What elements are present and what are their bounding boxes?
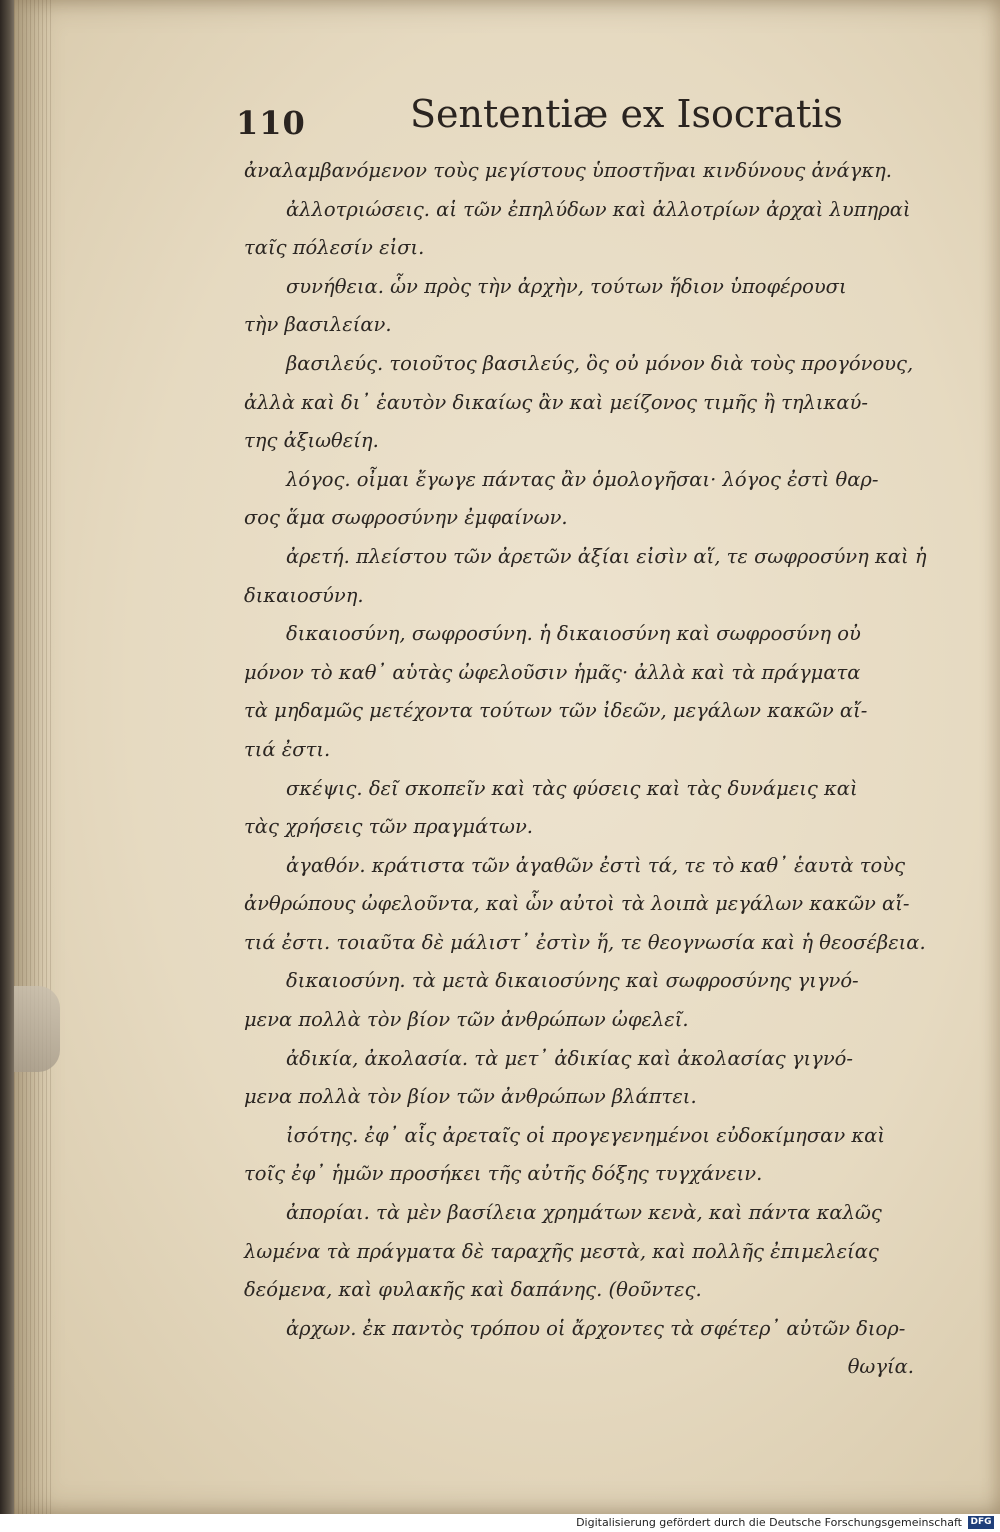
text-line: δικαιοσύνη. [244, 583, 364, 607]
text-line: τὰς χρήσεις τῶν πραγμάτων. [244, 815, 534, 839]
text-line: δεόμενα, καὶ φυλακῆς καὶ δαπάνης. (θοῦντες. [244, 1278, 702, 1302]
text-line: της ἀξιωθείη. [244, 429, 379, 453]
running-title: Sententiæ ex Isocratis [410, 92, 843, 136]
page-clip [14, 986, 60, 1072]
text-line: μόνον τὸ καθ᾽ αὑτὰς ὠφελοῦσιν ἡμᾶς· ἀλλὰ καὶ τὰ πράγματα [244, 660, 861, 684]
text-line: δικαιοσύνη, σωφροσύνη. ἡ δικαιοσύνη καὶ σωφροσύνη οὐ [286, 622, 861, 646]
text-line: ἀπορίαι. τὰ μὲν βασίλεια χρημάτων κενὰ, καὶ πάντα καλῶς [286, 1201, 882, 1225]
text-line: ἀνθρώπους ὠφελοῦντα, καὶ ὧν αὐτοὶ τὰ λοιπὰ μεγάλων κακῶν αἴ- [244, 892, 910, 916]
text-line: τιά ἐστι. τοιαῦτα δὲ μάλιστ᾽ ἐστὶν ἥ, τε θεογνωσία καὶ ἡ θεοσέβεια. [244, 930, 926, 954]
text-line: σος ἅμα σωφροσύνην ἐμφαίνων. [244, 506, 568, 530]
text-line: βασιλεύς. τοιοῦτος βασιλεύς, ὃς οὐ μόνον διὰ τοὺς προγόνους, [286, 351, 914, 375]
footer-credit: Digitalisierung gefördert durch die Deutsche Forschungsgemeinschaft [576, 1516, 962, 1529]
text-line: ἀρετή. πλείστου τῶν ἀρετῶν ἀξίαι εἰσὶν αἵ, τε σωφροσύνη καὶ ἡ [286, 544, 927, 568]
text-line: ἰσότης. ἐφ᾽ αἷς ἀρεταῖς οἱ προγεγενημένοι εὐδοκίμησαν καὶ [286, 1123, 885, 1147]
greek-text-body [244, 152, 927, 1387]
page-number: 110 [236, 104, 306, 142]
digitization-footer [0, 1514, 1000, 1532]
text-line: συνήθεια. ὧν πρὸς τὴν ἀρχὴν, τούτων ἥδιον ὑποφέρουσι [286, 274, 847, 298]
text-line: μενα πολλὰ τὸν βίον τῶν ἀνθρώπων βλάπτει. [244, 1085, 697, 1109]
text-line: τιά ἐστι. [244, 737, 331, 761]
text-line: τὰ μηδαμῶς μετέχοντα τούτων τῶν ἰδεῶν, μεγάλων κακῶν αἴ- [244, 699, 868, 723]
text-line: μενα πολλὰ τὸν βίον τῶν ἀνθρώπων ὠφελεῖ. [244, 1008, 689, 1032]
text-line: ἀναλαμβανόμενον τοὺς μεγίστους ὑποστῆναι κινδύνους ἀνάγκη. [244, 159, 892, 182]
book-page [14, 0, 1000, 1514]
text-line: ἀγαθόν. κράτιστα τῶν ἀγαθῶν ἐστὶ τά, τε τὸ καθ᾽ ἑαυτὰ τοὺς [286, 853, 905, 877]
text-line: τὴν βασιλείαν. [244, 313, 392, 337]
text-line: ἀρχων. ἐκ παντὸς τρόπου οἱ ἄρχοντες τὰ σφέτερ᾽ αὐτῶν διορ- [286, 1316, 906, 1340]
text-line: λωμένα τὰ πράγματα δὲ ταραχῆς μεστὰ, καὶ πολλῆς ἐπιμελείας [244, 1239, 879, 1263]
text-line: ἀλλοτριώσεις. αἱ τῶν ἐπηλύδων καὶ ἀλλοτρίων ἀρχαὶ λυπηραὶ [286, 197, 911, 221]
dfg-logo: DFG [968, 1516, 994, 1529]
text-line: ἀλλὰ καὶ δι᾽ ἑαυτὸν δικαίως ἂν καὶ μείζονος τιμῆς ἢ τηλικαύ- [244, 390, 868, 414]
text-line: τοῖς ἐφ᾽ ἡμῶν προσήκει τῆς αὐτῆς δόξης τυγχάνειν. [244, 1162, 763, 1186]
page-edge-texture [14, 0, 54, 1514]
text-line: ἀδικία, ἀκολασία. τὰ μετ᾽ ἀδικίας καὶ ἀκολασίας γιγνό- [286, 1046, 854, 1070]
text-line: ταῖς πόλεσίν εἰσι. [244, 236, 425, 260]
text-line: σκέψις. δεῖ σκοπεῖν καὶ τὰς φύσεις καὶ τὰς δυνάμεις καὶ [286, 776, 858, 800]
page-header [236, 92, 843, 144]
text-line: λόγος. οἶμαι ἔγωγε πάντας ἂν ὁμολογῆσαι· λόγος ἐστὶ θαρ- [286, 467, 879, 491]
text-line: θωγία. [847, 1355, 914, 1379]
text-line: δικαιοσύνη. τὰ μετὰ δικαιοσύνης καὶ σωφροσύνης γιγνό- [286, 969, 859, 993]
